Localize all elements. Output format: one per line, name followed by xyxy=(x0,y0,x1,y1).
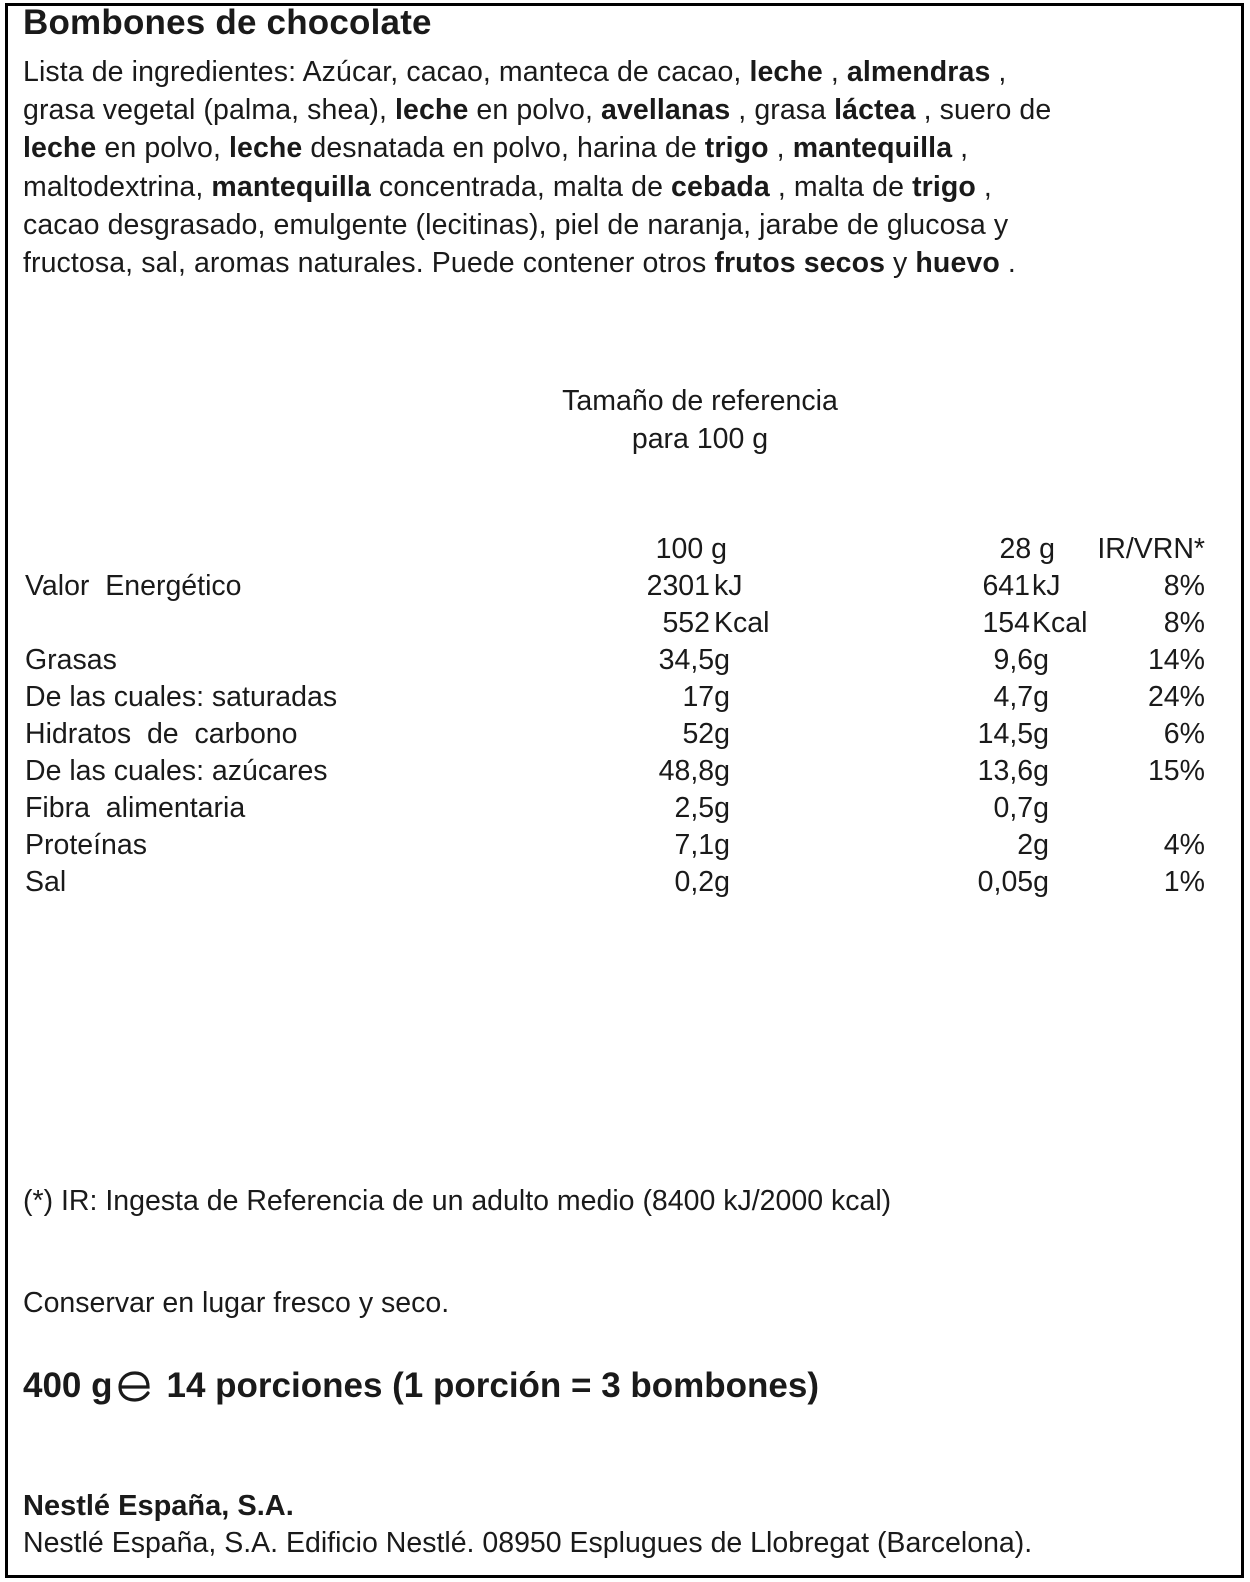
ingredient-text: fructosa, sal, aromas naturales. Puede contener otros xyxy=(23,247,715,280)
ingredient-text: , xyxy=(768,132,793,165)
ingredient-text: , suero de xyxy=(915,94,1052,127)
allergen-text: mantequilla xyxy=(211,170,371,203)
nutrient-ir: 15% xyxy=(1147,755,1205,787)
nutrient-value-28g: 13,6g xyxy=(977,755,1049,787)
nutrient-label-energy: Valor Energético xyxy=(25,570,242,602)
net-weight-line xyxy=(23,1366,819,1406)
ingredient-text: y xyxy=(885,247,916,280)
energy-kj-100g: 2301 xyxy=(646,570,710,602)
ingredient-text: , malta de xyxy=(769,170,913,203)
header-ir-vrn: IR/VRN* xyxy=(1097,533,1205,565)
nutrient-value-28g: 14,5g xyxy=(977,718,1049,750)
nutrient-value-100g: 52g xyxy=(682,718,730,750)
energy-kcal-ir: 8% xyxy=(1163,607,1205,639)
nutrient-label: Sal xyxy=(25,866,67,898)
nutrient-ir: 4% xyxy=(1163,829,1205,861)
nutrient-value-28g: 0,7g xyxy=(993,792,1049,824)
nutrient-value-28g: 4,7g xyxy=(993,681,1049,713)
ingredient-text: . xyxy=(999,247,1016,280)
nutrient-label: Fibra alimentaria xyxy=(25,792,246,824)
allergen-text: cebada xyxy=(671,170,770,203)
reference-size-value: para 100 g xyxy=(631,423,769,455)
ingredient-text: , xyxy=(952,132,969,165)
header-per-100g: 100 g xyxy=(655,533,727,565)
ingredient-text: , xyxy=(822,56,847,88)
allergen-text: huevo xyxy=(915,247,1000,280)
nutrient-ir: 6% xyxy=(1163,718,1205,750)
ingredients-list xyxy=(23,53,1223,282)
net-weight: 400 g xyxy=(23,1366,113,1405)
allergen-text: almendras xyxy=(846,56,991,88)
ingredient-text: en polvo, xyxy=(468,94,602,127)
ingredient-text: Lista de ingredientes: Azúcar, cacao, manteca de cacao, xyxy=(23,56,750,88)
allergen-text: avellanas xyxy=(601,94,731,127)
nutrient-value-100g: 17g xyxy=(682,681,730,713)
ir-footnote: (*) IR: Ingesta de Referencia de un adulto medio (8400 kJ/2000 kcal) xyxy=(23,1185,892,1217)
allergen-text: trigo xyxy=(912,170,976,203)
company-address: Nestlé España, S.A. Edificio Nestlé. 08950 Esplugues de Llobregat (Barcelona). xyxy=(23,1527,1033,1559)
nutrient-ir: 14% xyxy=(1147,644,1205,676)
ingredient-text: maltodextrina, xyxy=(23,170,212,203)
nutrient-label: Hidratos de carbono xyxy=(25,718,298,750)
product-title: Bombones de chocolate xyxy=(23,3,432,42)
allergen-text: trigo xyxy=(704,132,769,165)
ingredient-text: desnatada en polvo, harina de xyxy=(302,132,705,165)
energy-kcal-unit: Kcal xyxy=(714,607,770,639)
nutrient-label: Proteínas xyxy=(25,829,147,861)
allergen-text: leche xyxy=(749,56,823,88)
company-name: Nestlé España, S.A. xyxy=(23,1490,294,1522)
nutrient-ir: 24% xyxy=(1147,681,1205,713)
estimated-sign-icon xyxy=(117,1368,153,1404)
allergen-text: láctea xyxy=(834,94,916,127)
nutrient-value-28g: 9,6g xyxy=(993,644,1049,676)
nutrient-label: De las cuales: saturadas xyxy=(25,681,338,713)
nutrient-label: De las cuales: azúcares xyxy=(25,755,328,787)
nutrient-ir: 1% xyxy=(1163,866,1205,898)
allergen-text: leche xyxy=(23,132,97,165)
reference-size-label: Tamaño de referencia xyxy=(562,385,838,417)
ingredient-text: , xyxy=(975,170,992,203)
allergen-text: leche xyxy=(229,132,303,165)
storage-instructions: Conservar en lugar fresco y seco. xyxy=(23,1287,450,1319)
nutrient-label: Grasas xyxy=(25,644,117,676)
ingredient-text: , xyxy=(990,56,1007,88)
nutrient-value-100g: 7,1g xyxy=(674,829,730,861)
nutrient-value-100g: 48,8g xyxy=(658,755,730,787)
nutrient-value-100g: 0,2g xyxy=(674,866,730,898)
ingredient-text: grasa vegetal (palma, shea), xyxy=(23,94,396,127)
energy-kcal-100g: 552 xyxy=(662,607,710,639)
nutrient-value-28g: 2g xyxy=(1017,829,1049,861)
ingredient-text: cacao desgrasado, emulgente (lecitinas), piel de naranja, jarabe de glucosa y xyxy=(23,208,1009,241)
portions-info: 14 porciones (1 porción = 3 bombones) xyxy=(166,1366,819,1405)
allergen-text: frutos secos xyxy=(714,247,886,280)
allergen-text: leche xyxy=(395,94,469,127)
energy-kj-28g: 641 xyxy=(982,570,1030,602)
nutrient-value-100g: 2,5g xyxy=(674,792,730,824)
allergen-text: mantequilla xyxy=(792,132,953,165)
energy-kj-unit: kJ xyxy=(714,570,743,602)
ingredient-text: , grasa xyxy=(730,94,835,127)
nutrient-value-100g: 34,5g xyxy=(658,644,730,676)
energy-kcal-28g: 154 xyxy=(982,607,1030,639)
ingredient-text: concentrada, malta de xyxy=(370,170,672,203)
nutrient-value-28g: 0,05g xyxy=(977,866,1049,898)
energy-kcal-unit-28g: Kcal xyxy=(1032,607,1088,639)
energy-kj-ir: 8% xyxy=(1163,570,1205,602)
header-per-28g: 28 g xyxy=(999,533,1055,565)
ingredient-text: en polvo, xyxy=(96,132,229,165)
energy-kj-unit-28g: kJ xyxy=(1032,570,1061,602)
